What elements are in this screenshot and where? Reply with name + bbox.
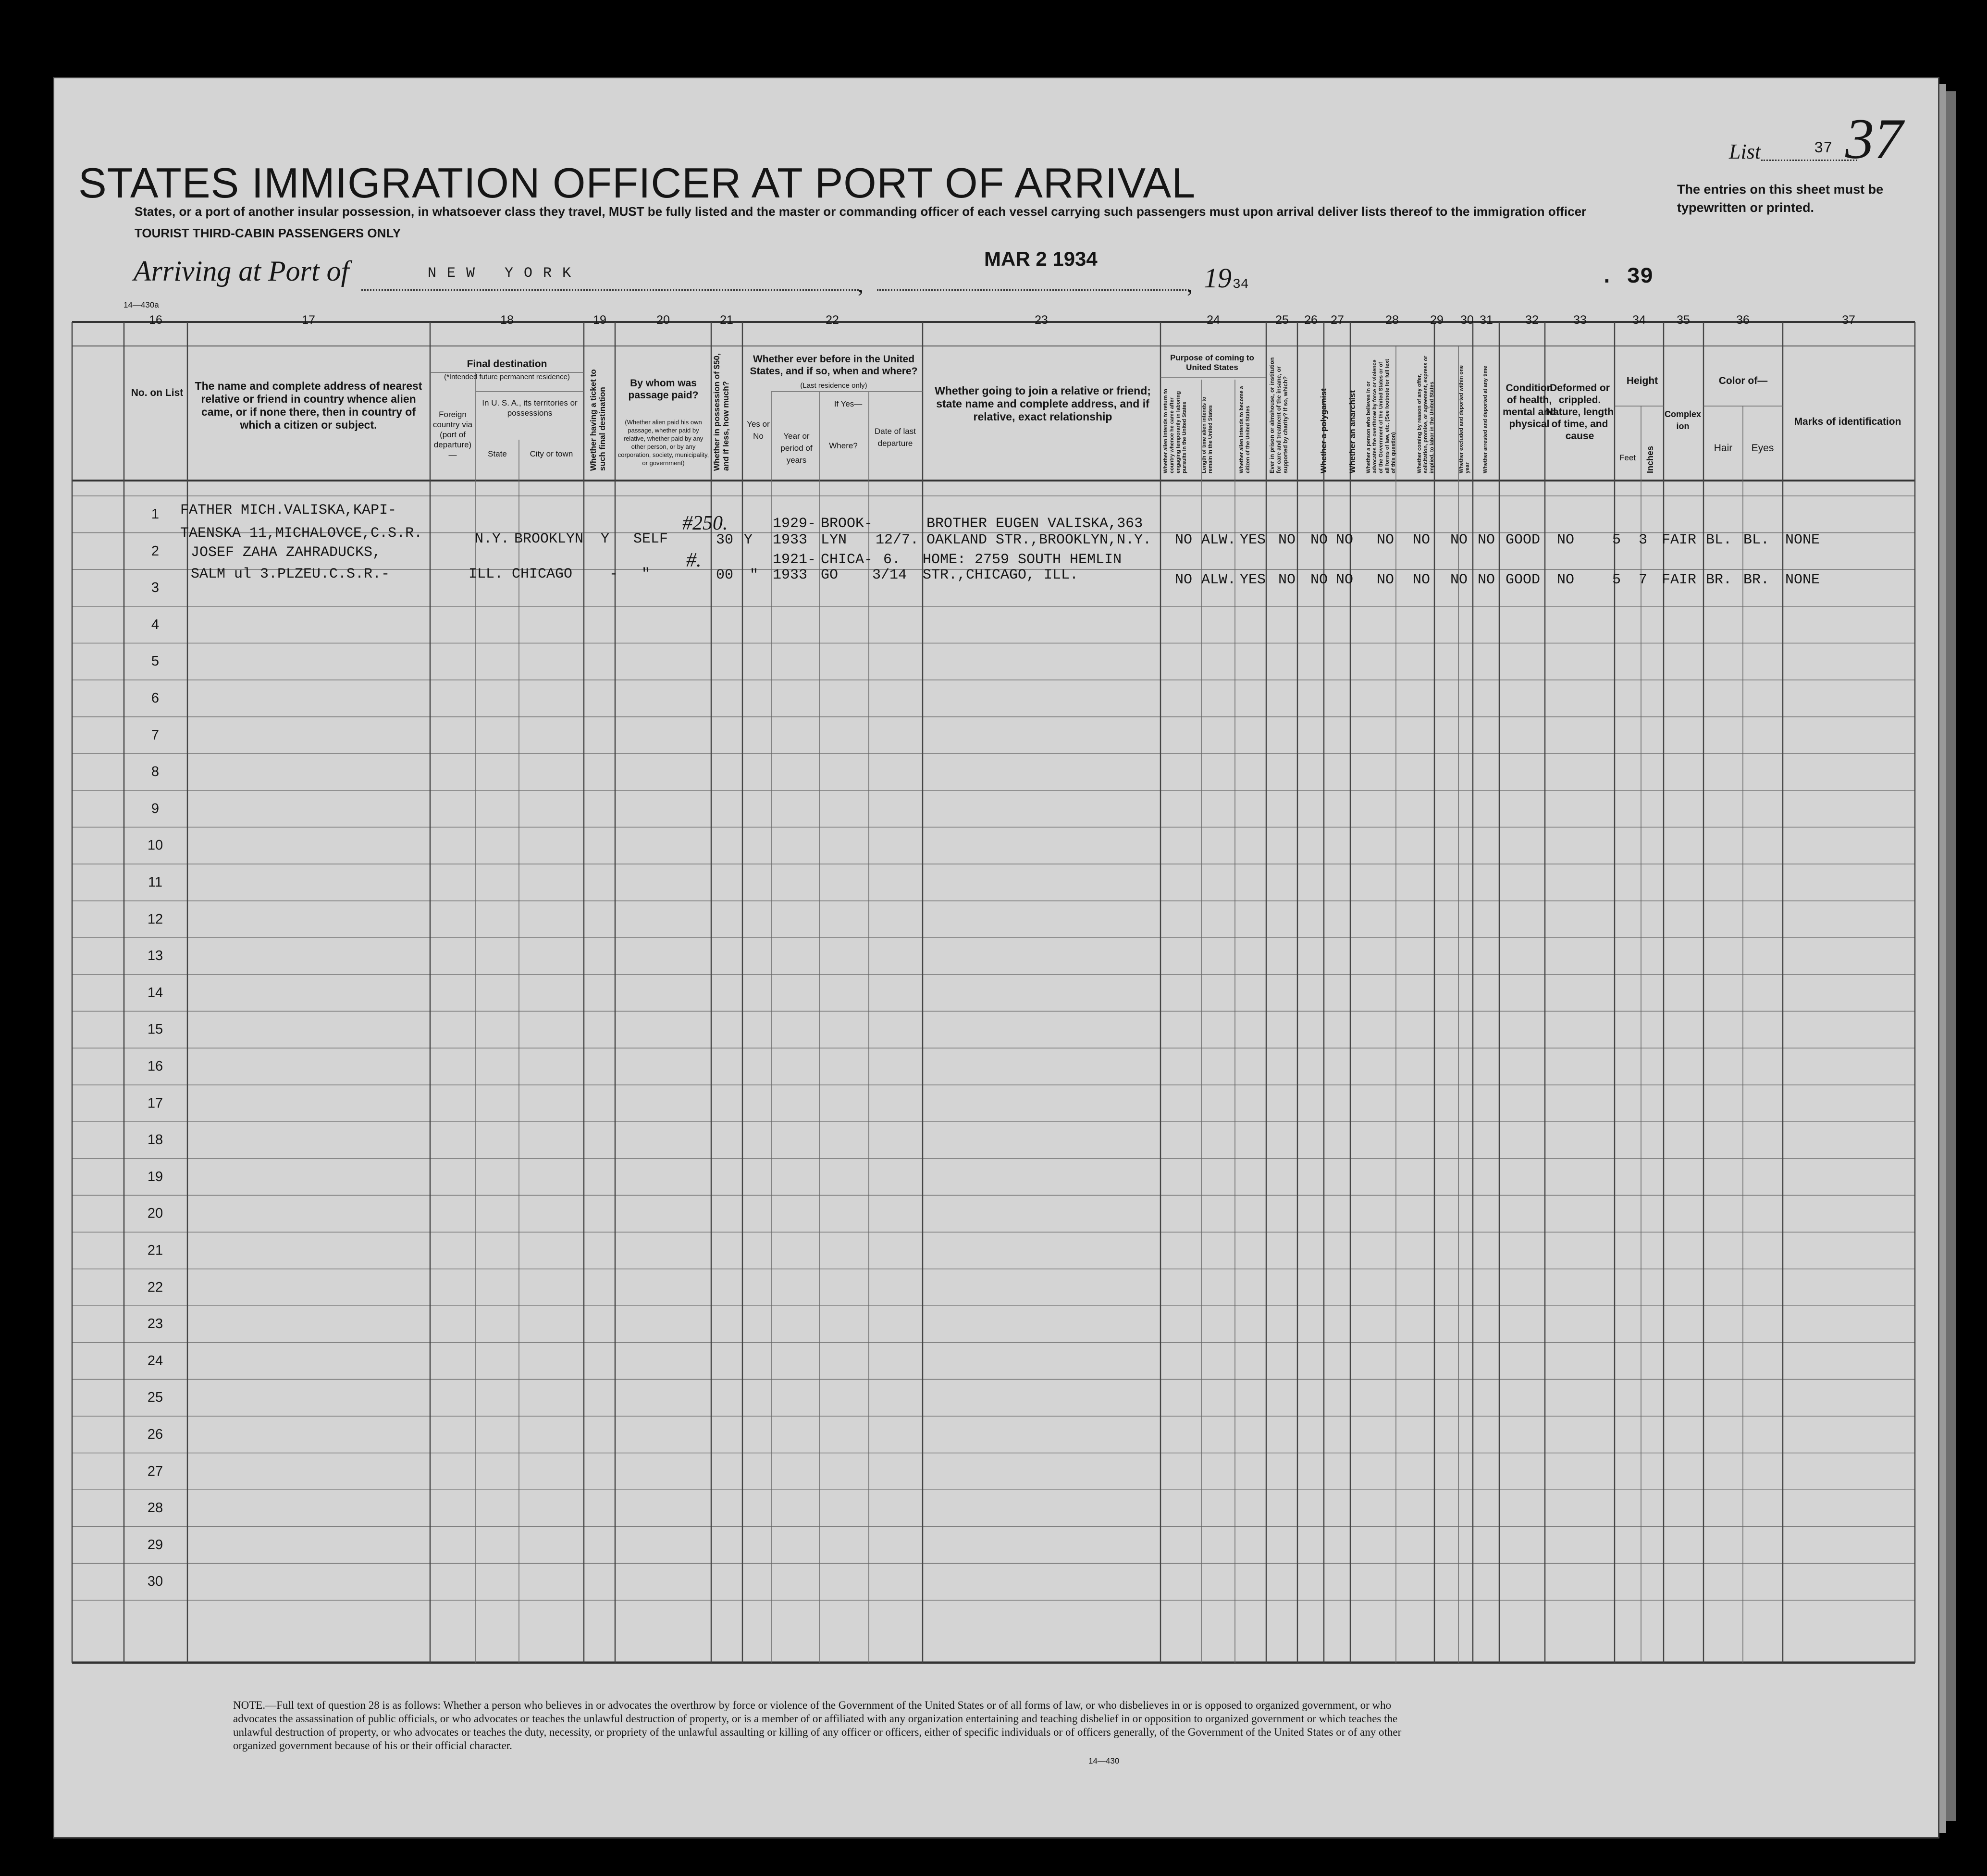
header-col-33: Deformed or crippled. Nature, length of time, and cause [1545,383,1614,442]
column-number-30: 30 [1460,313,1474,327]
column-number-17: 17 [302,313,315,327]
column-number-33: 33 [1573,313,1587,327]
row-number: 14 [147,985,163,1000]
header-col-22-note: (Last residence only) [800,382,867,390]
page-title: STATES IMMIGRATION OFFICER AT PORT OF ARRIVAL [78,159,1196,207]
row-number: 26 [147,1427,163,1442]
row-number: 17 [147,1095,163,1111]
column-number-34: 34 [1632,313,1646,327]
row-number: 25 [147,1390,163,1406]
row-1-labor: NO [1413,532,1431,548]
row-number: 28 [147,1500,163,1516]
row-2-feet: 5 [1612,572,1621,588]
header-col-16: No. on List [131,387,184,398]
instructions: The entries on this sheet must be typewritten or printed. [1677,182,1884,215]
row-number: 20 [147,1206,163,1222]
subtitle: States, or a port of another insular possession, in whatsoever class they travel, MUST be fully listed and the master or commanding officer of each vessel carrying such passengers must upon arrival deliver lists thereof to the immigration officer [135,204,1587,219]
column-number-36: 36 [1736,313,1750,327]
header-col-36-eyes: Eyes [1751,443,1774,454]
row-2-money: 00 [716,567,734,583]
row-1-overthrow: NO [1377,532,1395,548]
row-1-where-line2: LYN [821,532,847,548]
row-2-health: GOOD [1506,572,1541,588]
row-number: 12 [147,911,163,927]
row-2-last-departure-line2: 3/14 [872,567,907,583]
header-col-18-usa: In U. S. A., its territories or possessions [482,398,578,418]
row-2-joining-line2: STR.,CHICAGO, ILL. [923,567,1079,583]
row-number: 9 [151,801,160,816]
header-col-37: Marks of identification [1794,416,1901,427]
row-number: 13 [147,948,163,964]
row-2-length: ALW. [1201,572,1236,588]
row-2-relative-line1: JOSEF ZAHA ZAHRADUCKS, [191,544,382,561]
row-2-overthrow: NO [1377,572,1395,588]
row-number: 4 [151,617,160,632]
row-2-hair: BR. [1706,572,1732,588]
header-col-18-note: (*Intended future permanent residence) [444,373,570,381]
row-2-excluded: NO [1450,572,1468,588]
row-1-ever-before: Y [744,532,753,548]
header-col-24: Purpose of coming to United States [1170,353,1254,372]
row-1-joining-line2: OAKLAND STR.,BROOKLYN,N.Y. [926,532,1152,548]
row-1-city: BROOKLYN [514,531,584,547]
row-2-arrested: NO [1478,572,1495,588]
form-number: 14—430a [123,300,159,309]
header-col-28: Whether a person who believes in or advocates the overthrow by force or violence of the Government of the United States or of all forms of law, etc. (See footnote for full text of this question) [1366,359,1396,473]
header-col-26: Whether a polygamist [1319,388,1328,473]
column-number-16: 16 [149,313,162,327]
column-number-26: 26 [1304,313,1318,327]
row-1-money-handwritten: #250. [682,512,728,534]
header-col-30: Whether excluded and deported within one year [1458,365,1470,473]
column-number-37: 37 [1842,313,1855,327]
row-2-years-line2: 1933 [773,567,808,583]
row-number: 18 [147,1132,163,1148]
header-col-22: Whether ever before in the United States, and if so, when and where? [750,354,918,377]
column-number-21: 21 [720,313,733,327]
row-1-marks: NONE [1785,532,1820,548]
row-1-citizen: YES [1240,532,1266,548]
column-number-35: 35 [1677,313,1690,327]
row-1-paid-by: SELF [633,531,668,547]
header-col-24-length: Length of time alien intends to remain in the United States [1201,396,1213,473]
column-number-24: 24 [1207,313,1220,327]
row-number: 23 [147,1316,163,1332]
row-1-state: N.Y. [475,531,510,547]
column-number-18: 18 [500,313,514,327]
row-2-years-line1: 1921- [773,552,816,568]
header-col-25: Ever in prison or almshouse, or institution for care and treatment of the insane, or supported by charity? If so, which? [1269,357,1289,473]
row-1-length: ALW. [1201,532,1236,548]
header-col-18: Final destination [467,358,547,370]
column-number-20: 20 [656,313,670,327]
header-col-34-inches: Inches [1645,445,1655,473]
date-stamp: MAR 2 1934 [984,247,1098,270]
row-1-years-line1: 1929- [773,516,816,532]
row-2-joining-line1: HOME: 2759 SOUTH HEMLIN [923,552,1122,568]
header-col-22-yesno: Yes or No [747,420,770,441]
row-number: 19 [147,1169,163,1185]
header-col-19: Whether having a ticket to such final destination [589,369,607,471]
row-1-last-departure: 12/7. [876,532,919,548]
column-number-32: 32 [1525,313,1539,327]
row-2-prison: NO [1278,572,1296,588]
row-2-ever-before: " [750,567,759,583]
header-col-18-foreign: Foreign country via (port of departure)— [432,410,473,459]
row-number: 29 [147,1537,163,1553]
row-number: 5 [151,654,160,669]
row-1-feet: 5 [1612,532,1621,548]
row-2-citizen: YES [1240,572,1266,588]
header-col-31: Whether arrested and deported at any time [1482,366,1488,473]
row-1-health: GOOD [1506,532,1541,548]
row-number: 3 [151,580,160,596]
list-number: 37 [1814,139,1833,157]
row-1-money: 30 [716,532,734,548]
row-1-return: NO [1175,532,1193,548]
header-col-18-state: State [488,449,507,458]
row-number: 30 [147,1574,163,1590]
row-number: 16 [147,1059,163,1074]
row-1-complexion: FAIR [1662,532,1697,548]
header-col-17: The name and complete address of nearest relative or friend in country whence alien came, or if none there, then in country of which a citizen or subject. [195,380,422,431]
row-2-city: CHICAGO [512,566,573,582]
header-col-34-feet: Feet [1619,453,1636,462]
row-1-inches: 3 [1639,532,1648,548]
row-number: 24 [147,1353,163,1369]
header-col-36-hair: Hair [1714,443,1733,454]
header-col-35: Complexion [1664,409,1702,431]
header-col-24-citizen: Whether alien intends to become a citizen of the United States [1239,386,1251,473]
row-1-hair: BL. [1706,532,1732,548]
header-col-22-years: Year or period of years [780,432,813,465]
column-number-22: 22 [826,313,839,327]
passenger-class: TOURIST THIRD-CABIN PASSENGERS ONLY [135,226,401,240]
row-1-polygamist: NO [1310,532,1328,548]
header-col-22-ifyes: If Yes— [834,399,863,408]
row-2-state: ILL. [469,566,504,582]
row-1-eyes: BL. [1743,532,1770,548]
row-number: 7 [151,727,160,743]
row-1-excluded: NO [1450,532,1468,548]
header-col-36: Color of— [1718,375,1768,386]
row-number: 15 [147,1022,163,1037]
row-1-where-line1: BROOK- [821,516,873,532]
row-2-where-line1: CHICA- [821,552,873,568]
row-2-deformed: NO [1557,572,1575,588]
row-1-anarchist: NO [1336,532,1354,548]
row-1-relative-line1: FATHER MICH.VALISKA,KAPI- [180,502,397,518]
row-number: 1 [151,506,160,522]
port-name: NEW YORK [428,265,582,282]
column-number-27: 27 [1331,313,1344,327]
arriving-label: Arriving at Port of [134,255,349,287]
row-1-joining-line1: BROTHER EUGEN VALISKA,363 [926,516,1143,532]
year-prefix: 19 [1204,262,1232,294]
row-2-return: NO [1175,572,1193,588]
header-col-18-city: City or town [530,449,573,458]
column-number-25: 25 [1275,313,1289,327]
row-1-ticket: Y [601,531,610,547]
page-number: . 39 [1600,264,1654,289]
header-col-22-where: Where? [829,441,858,450]
header-col-32: Condition of health, mental and physical [1503,383,1556,430]
comma: , [1187,272,1193,297]
list-number-handwritten: 37 [1845,107,1903,171]
header-col-27: Whether an anarchist [1348,390,1357,473]
row-2-eyes: BR. [1743,572,1770,588]
footnote: NOTE.—Full text of question 28 is as follows: Whether a person who believes in or advocates the overthrow by force or violence of the Government of the United States or of all forms of law, or who disbelieves in or is opposed to organized government, or who advocates the assassination of public officials, or who advocates or teaches the unlawful destruction of property, or is a member of or affiliated with any organization entertaining and teaching disbelief in or opposition to organized government or which teaches the unlawful destruction of property, or who advocates or teaches the duty, necessity, or propriety of the unlawful assaulting or killing of any officer or officers, either of specific individuals or of officers generally, of the Government of the United States or of any other organized government because of his or their official character. [233,1699,1402,1752]
row-2-where-line2: GO [821,567,839,583]
column-number-23: 23 [1035,313,1048,327]
row-1-arrested: NO [1478,532,1495,548]
row-1-relative-line2: TAENSKA 11,MICHALOVCE,C.S.R. [180,525,423,542]
row-number: 22 [147,1279,163,1295]
year-suffix: 34 [1233,277,1249,292]
row-number: 21 [147,1243,163,1258]
header-col-24-return: Whether alien intends to return to country whence he came after engaging temporarily in laboring pursuits in the United States [1163,388,1187,473]
row-1-deformed: NO [1557,532,1575,548]
row-number: 11 [148,875,163,890]
row-number: 2 [151,543,160,559]
row-number: 27 [147,1463,163,1479]
header-col-34: Height [1626,375,1658,386]
row-number: 10 [147,838,163,853]
row-2-paid-by: " [642,566,651,582]
row-2-last-departure-line1: 6. [883,552,901,568]
header-col-20: By whom was passage paid? [628,378,699,401]
column-number-28: 28 [1385,313,1399,327]
column-number-29: 29 [1430,313,1444,327]
row-2-ticket: - [609,566,618,582]
row-2-labor: NO [1413,572,1431,588]
row-2-polygamist: NO [1310,572,1328,588]
row-1-years-line2: 1933 [773,532,808,548]
row-1-prison: NO [1278,532,1296,548]
row-number: 6 [151,691,160,706]
row-2-inches: 7 [1639,572,1648,588]
row-2-complexion: FAIR [1662,572,1697,588]
row-2-anarchist: NO [1336,572,1354,588]
column-number-31: 31 [1480,313,1493,327]
footer-form-number: 14—430 [1088,1756,1120,1765]
column-number-19: 19 [593,313,606,327]
comma: , [858,272,864,297]
row-number: 8 [151,764,160,780]
row-2-money-handwritten: #. [686,549,702,571]
row-2-marks: NONE [1785,572,1820,588]
header-col-20-note: (Whether alien paid his own passage, whether paid by relative, whether paid by any other person, or by any corporation, society, municipality, or government) [617,419,709,467]
header-col-23: Whether going to join a relative or friend; state name and complete address, and if relative, exact relationship [935,384,1151,423]
row-2-relative-line2: SALM ul 3.PLZEU.C.S.R.- [191,566,390,582]
header-col-29: Whether coming by reason of any offer, solicitation, promise, or agreement, express or implied, to labor in the United States [1417,356,1435,473]
header-col-21: Whether in possession of $50, and if less, how much? [712,353,730,471]
header-col-22-departure: Date of last departure [875,427,916,448]
list-label: List [1729,140,1761,163]
